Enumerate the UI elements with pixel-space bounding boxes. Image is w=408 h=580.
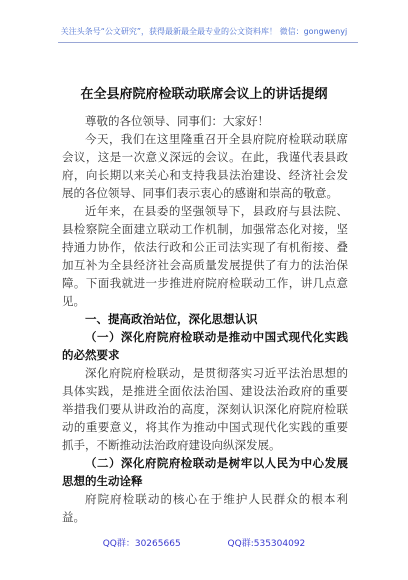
header-note: 关注头条号“公文研究”，获得最新最全最专业的公文资料库！ 微信：gongwenyj [60, 27, 348, 36]
footer [0, 536, 408, 549]
paragraph-people-centered: 府院府检联动的核心在于维护人民群众的根本利益。 [62, 492, 348, 524]
header-divider [58, 42, 358, 43]
paragraph-opening: 今天，我们在这里隆重召开全县府院府检联动联席会议，这是一次意义深远的会议。在此，我谨代表县政府，向长期以来关心和支持我县法治建设、经济社会发展的各位领导、同事们表示衷心的感谢和崇高的敬意。 [62, 132, 348, 200]
footer-qq-1: QQ群：30265665 [102, 539, 181, 549]
section-heading-1: 一、提高政治站位，深化思想认识 [85, 312, 258, 326]
subheading-1: （一）深化府院府检联动是推动中国式现代化实践的必然要求 [62, 330, 348, 362]
subheading-2: （二）深化府院府检联动是树牢以人民为中心发展思想的生动诠释 [62, 456, 348, 488]
document-title: 在全县府院府检联动联席会议上的讲话提纲 [80, 87, 328, 102]
footer-qq-2: QQ群:535304092 [227, 539, 306, 549]
salutation: 尊敬的各位领导、同事们：大家好！ [85, 114, 269, 128]
paragraph-background: 近年来，在县委的坚强领导下，县政府与县法院、县检察院全面建立联动工作机制，加强常态化对接，坚持通力协作，依法行政和公正司法实现了有机衔接、叠加互补为全县经济社会高质量发展提供了有力的法治保障。下面我就进一步推进府院府检联动工作，讲几点意见。 [62, 204, 348, 308]
paragraph-significance: 深化府院府检联动，是贯彻落实习近平法治思想的具体实践，是推进全面依法治国、建设法治政府的重要举措我们要从讲政治的高度，深刻认识深化府院府检联动的重要意义，将其作为推动中国式现代化实践的重要抓手，不断推动法治政府建设向纵深发展。 [62, 366, 348, 452]
